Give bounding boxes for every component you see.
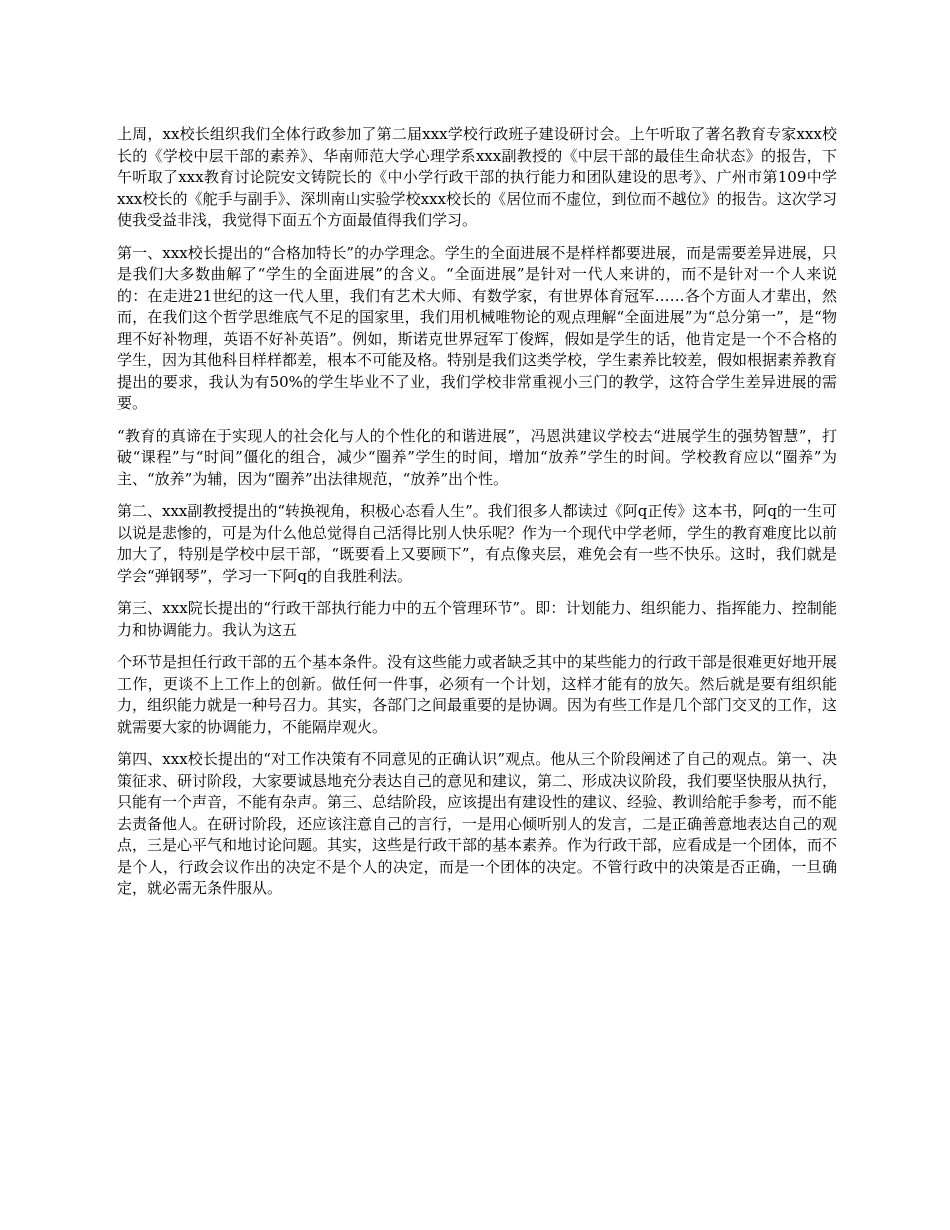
paragraph-point-three-continued: 个环节是担任行政干部的五个基本条件。没有这些能力或者缺乏其中的某些能力的行政干部是很难更好地开展工作，更谈不上工作上的创新。做任何一件事，必须有一个计划，这样才能有的放矢。然后就是要有组织能力，组织能力就是一种号召力。其实，各部门之间最重要的是协调。因为有些工作是几个部门交叉的工作，这就需要大家的协调能力，不能隔岸观火。 xyxy=(117,653,838,736)
paragraph-point-one: 第一、xxx校长提出的“合格加特长”的办学理念。学生的全面进展不是样样都要进展，而是需要差异进展，只是我们大多数曲解了“学生的全面进展”的含义。“全面进展”是针对一代人来讲的，而不是针对一个人来说的：在走进21世纪的这一代人里，我们有艺术大师、有数学家，有世界体育冠军……各个方面人才辈出，然而，在我们这个哲学思维底气不足的国家里，我们用机械唯物论的观点理解“全面进展”为“总分第一”，是“物理不好补物理，英语不好补英语”。例如，斯诺克世界冠军丁俊辉，假如是学生的话，他肯定是一个不合格的学生，因为其他科目样样都差，根本不可能及格。特别是我们这类学校，学生素养比较差，假如根据素养教育提出的要求，我认为有50%的学生毕业不了业，我们学校非常重视小三门的教学，这符合学生差异进展的需要。 xyxy=(117,243,838,412)
document-body xyxy=(117,124,837,911)
paragraph-education-quote: “教育的真谛在于实现人的社会化与人的个性化的和谐进展”，冯恩洪建议学校去“进展学生的强势智慧”，打破“课程”与“时间”僵化的组合，减少“圈养”学生的时间，增加“放养”学生的时间。学校教育应以“圈养”为主、“放养”为辅，因为“圈养”出法律规范，“放养”出个性。 xyxy=(117,426,837,488)
paragraph-intro: 上周，xx校长组织我们全体行政参加了第二届xxx学校行政班子建设研讨会。上午听取了著名教育专家xxx校长的《学校中层干部的素养》、华南师范大学心理学系xxx副教授的《中层干部的最佳生命状态》的报告，下午听取了xxx教育讨论院安文铸院长的《中小学行政干部的执行能力和团队建设的思考》、广州市第109中学xxx校长的《舵手与副手》、深圳南山实验学校xxx校长的《居位而不虚位，到位而不越位》的报告。这次学习使我受益非浅，我觉得下面五个方面最值得我们学习。 xyxy=(117,125,837,229)
paragraph-point-four: 第四、xxx校长提出的“对工作决策有不同意见的正确认识”观点。他从三个阶段阐述了自己的观点。第一、决策征求、研讨阶段，大家要诚恳地充分表达自己的意见和建议，第二、形成决议阶段，我们要坚快服从执行，只能有一个声音，不能有杂声。第三、总结阶段，应该提出有建设性的建议、经验、教训给舵手参考，而不能去责备他人。在研讨阶段，还应该注意自己的言行，一是用心倾听别人的发言，二是正确善意地表达自己的观点，三是心平气和地讨论问题。其实，这些是行政干部的基本素养。作为行政干部，应看成是一个团体，而不是个人，行政会议作出的决定不是个人的决定，而是一个团体的决定。不管行政中的决策是否正确，一旦确定，就必需无条件服从。 xyxy=(117,750,838,897)
paragraph-point-two: 第二、xxx副教授提出的“转换视角，积极心态看人生”。我们很多人都读过《阿q正传》这本书，阿q的一生可以说是悲惨的，可是为什么他总觉得自己活得比别人快乐呢？作为一个现代中学老师，学生的教育难度比以前加大了，特别是学校中层干部，“既要看上又要顾下”，有点像夹层，难免会有一些不快乐。这时，我们就是学会“弹钢琴”，学习一下阿q的自我胜利法。 xyxy=(117,502,838,585)
paragraph-point-three: 第三、xxx院长提出的“行政干部执行能力中的五个管理环节”。即：计划能力、组织能力、指挥能力、控制能力和协调能力。我认为这五 xyxy=(117,599,837,639)
